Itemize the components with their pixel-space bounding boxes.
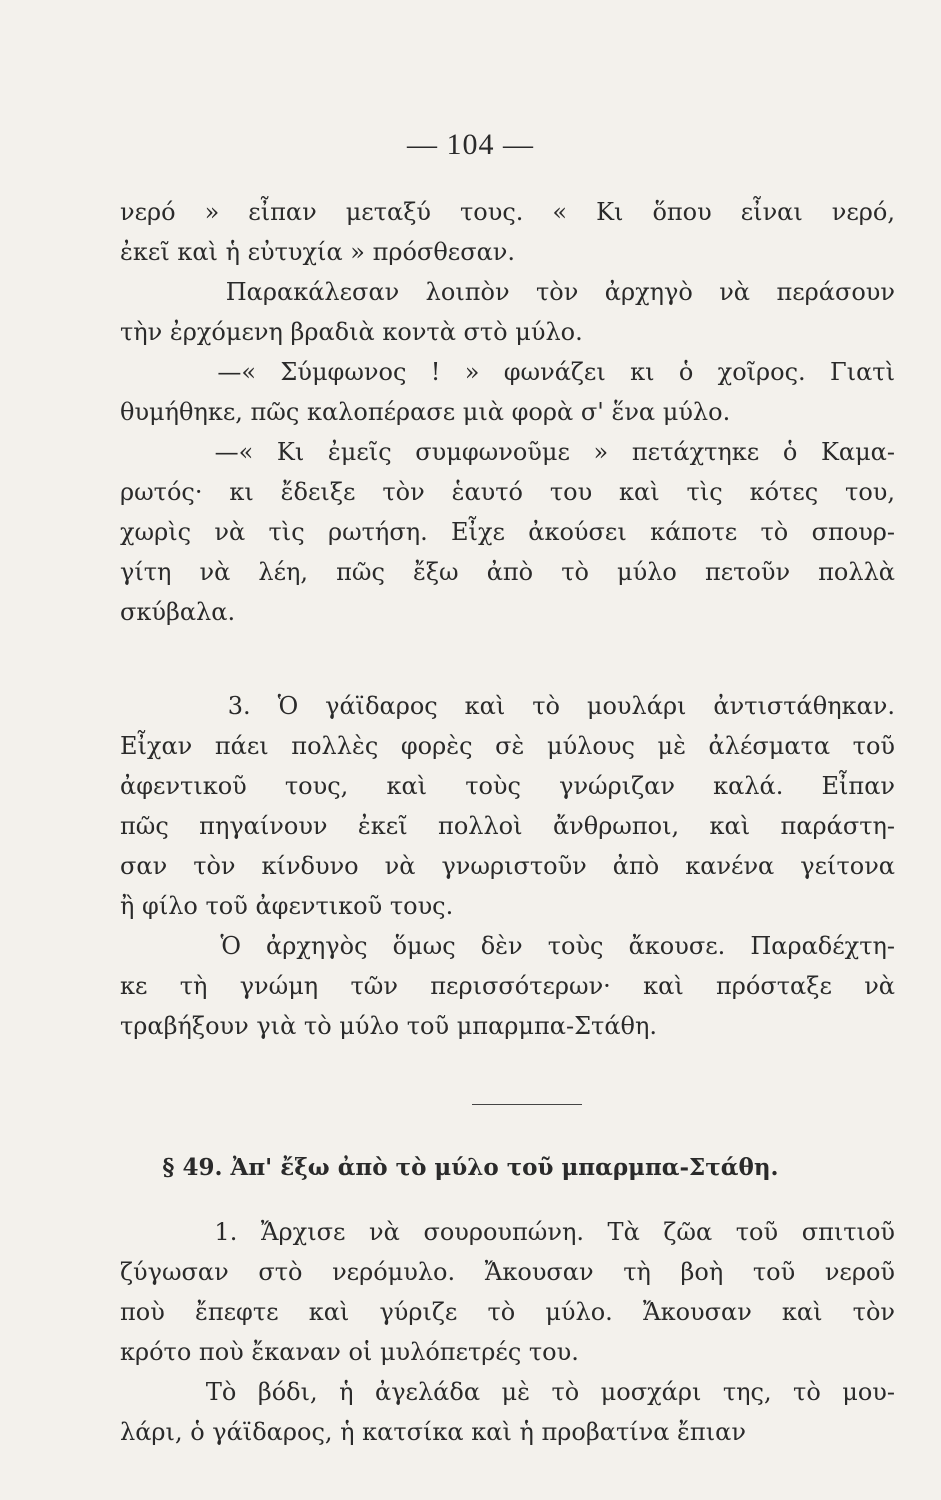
text-line: κρότο ποὺ ἔκαναν οἱ μυλόπετρές του. xyxy=(120,1338,579,1366)
text-line: —« Σύμφωνος ! » φωνάζει κι ὁ χοῖρος. Γιατὶ xyxy=(120,358,895,386)
text-line: 3. Ὁ γάϊδαρος καὶ τὸ μουλάρι ἀντιστάθηκαν. xyxy=(120,692,895,720)
text-line: ἢ φίλο τοῦ ἀφεντικοῦ τους. xyxy=(120,892,454,920)
text-line: σαν τὸν κίνδυνο νὰ γνωριστοῦν ἀπὸ κανένα γείτονα xyxy=(120,852,895,880)
text-line: Ὁ ἀρχηγὸς ὅμως δὲν τοὺς ἄκουσε. Παραδέχτη- xyxy=(120,932,895,960)
text-line: ρωτός· κι ἔδειξε τὸν ἑαυτό του καὶ τὶς κότες του, xyxy=(120,478,895,506)
text-line: σκύβαλα. xyxy=(120,598,236,626)
text-line: Εἶχαν πάει πολλὲς φορὲς σὲ μύλους μὲ ἀλέσματα τοῦ xyxy=(120,732,895,760)
text-line: ποὺ ἔπεφτε καὶ γύριζε τὸ μύλο. Ἄκουσαν καὶ τὸν xyxy=(120,1298,895,1326)
text-line: γίτη νὰ λέη, πῶς ἔξω ἀπὸ τὸ μύλο πετοῦν πολλὰ xyxy=(120,558,895,586)
text-line: τραβήξουν γιὰ τὸ μύλο τοῦ μπαρμπα-Στάθη. xyxy=(120,1012,657,1040)
text-line: νερό » εἶπαν μεταξύ τους. « Κι ὅπου εἶναι νερό, xyxy=(120,198,895,226)
paragraph-block-3 xyxy=(120,1212,895,1452)
text-line: ἀφεντικοῦ τους, καὶ τοὺς γνώριζαν καλά. Εἶπαν xyxy=(120,772,895,800)
section-heading: § 49. Ἀπ' ἔξω ἀπὸ τὸ μύλο τοῦ μπαρμπα-Στάθη. xyxy=(162,1154,779,1181)
text-line: Τὸ βόδι, ἡ ἀγελάδα μὲ τὸ μοσχάρι της, τὸ μου- xyxy=(120,1378,895,1406)
text-line: ἐκεῖ καὶ ἡ εὐτυχία » πρόσθεσαν. xyxy=(120,238,516,266)
text-line: χωρὶς νὰ τὶς ρωτήση. Εἶχε ἀκούσει κάποτε τὸ σπουρ- xyxy=(120,518,895,546)
text-line: λάρι, ὁ γάϊδαρος, ἡ κατσίκα καὶ ἡ προβατίνα ἔπιαν xyxy=(120,1418,746,1446)
paragraph-block-1 xyxy=(120,192,895,632)
text-line: θυμήθηκε, πῶς καλοπέρασε μιὰ φορὰ σ' ἕνα μύλο. xyxy=(120,398,731,426)
paragraph-block-2 xyxy=(120,686,895,1046)
page-number: — 104 — xyxy=(407,128,534,161)
section-divider xyxy=(472,1104,582,1105)
text-line: ζύγωσαν στὸ νερόμυλο. Ἄκουσαν τὴ βοὴ τοῦ νεροῦ xyxy=(120,1258,895,1286)
text-line: Παρακάλεσαν λοιπὸν τὸν ἀρχηγὸ νὰ περάσουν xyxy=(120,278,895,306)
text-line: 1. Ἄρχισε νὰ σουρουπώνη. Τὰ ζῶα τοῦ σπιτιοῦ xyxy=(120,1218,895,1246)
text-line: τὴν ἐρχόμενη βραδιὰ κοντὰ στὸ μύλο. xyxy=(120,318,583,346)
text-line: πῶς πηγαίνουν ἐκεῖ πολλοὶ ἄνθρωποι, καὶ παράστη- xyxy=(120,812,895,840)
text-line: κε τὴ γνώμη τῶν περισσότερων· καὶ πρόσταξε νὰ xyxy=(120,972,895,1000)
text-line: —« Κι ἐμεῖς συμφωνοῦμε » πετάχτηκε ὁ Καμα- xyxy=(120,438,895,466)
